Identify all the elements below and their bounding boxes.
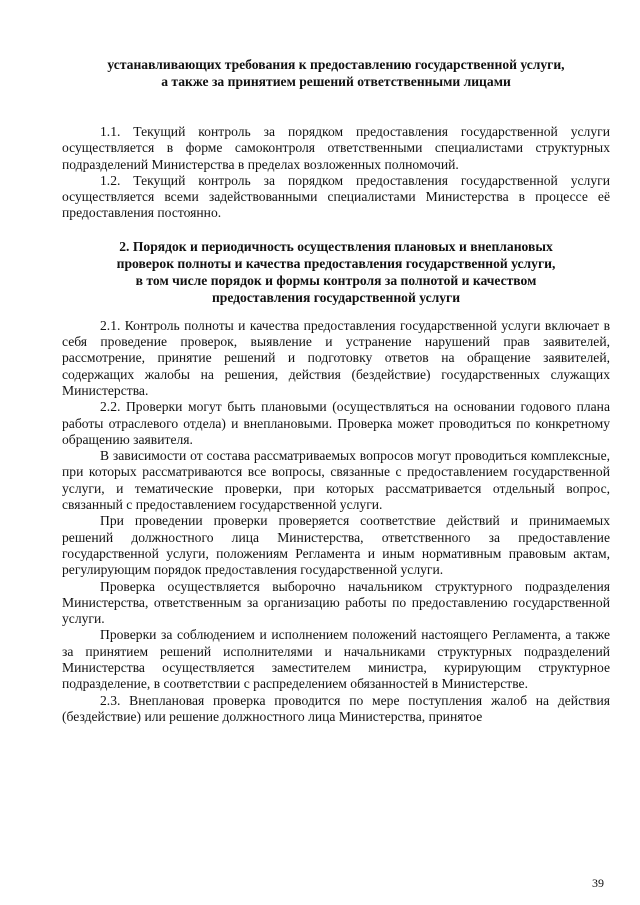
paragraph: Проверки за соблюдением и исполнением положений настоящего Регламента, а также за принятием решений исполнителями и начальниками структурных подразделений Министерства осуществляется заместителем министра, курирующим структурное подразделение, в соответствии с распределением обязанностей в Министерстве. <box>62 627 610 692</box>
section-heading-2 <box>62 238 610 306</box>
page-content <box>62 56 610 725</box>
heading-line: проверок полноты и качества предоставления государственной услуги, <box>116 255 556 271</box>
heading-line: в том числе порядок и формы контроля за полнотой и качеством <box>135 272 537 288</box>
page-number: 39 <box>592 876 604 890</box>
paragraph: 2.2. Проверки могут быть плановыми (осуществляться на основании годового плана работы отраслевого отдела) и внеплановыми. Проверка может проводиться по конкретному обращению заявителя. <box>62 399 610 447</box>
heading-line: а также за принятием решений ответственными лицами <box>161 74 511 89</box>
paragraph: 1.2. Текущий контроль за порядком предоставления государственной услуги осуществляется всеми задействованными специалистами Министерства в процессе её предоставления постоянно. <box>62 172 610 221</box>
paragraph: 2.1. Контроль полноты и качества предоставления государственной услуги включает в себя проведение проверок, выявление и устранение нарушений прав заявителей, рассмотрение, принятие решений и подготовку ответов на обращение заявителей, содержащих жалобы на решения, действия (бездействие) государственных служащих Министерства. <box>62 317 610 398</box>
paragraph: 1.1. Текущий контроль за порядком предоставления государственной услуги осуществляется в форме самоконтроля ответственными специалистами структурных подразделений Министерства в пределах возложенных полномочий. <box>62 124 610 172</box>
heading-line: предоставления государственной услуги <box>211 289 461 305</box>
paragraph: Проверка осуществляется выборочно начальником структурного подразделения Министерства, ответственным за организацию работы по предоставлению государственной услуги. <box>62 578 610 627</box>
heading-line: устанавливающих требования к предоставлению государственной услуги, <box>107 57 565 72</box>
paragraph: При проведении проверки проверяется соответствие действий и принимаемых решений должностного лица Министерства, ответственного за предоставление государственной услуги, положениям Регламента и иным нормативным правовым актам, регулирующим порядок предоставления государственной услуги. <box>62 513 610 578</box>
paragraph: 2.3. Внеплановая проверка проводится по мере поступления жалоб на действия (бездействие) или решение должностного лица Министерства, принятое <box>62 692 610 724</box>
heading-line: 2. Порядок и периодичность осуществления плановых и внеплановых <box>119 238 553 254</box>
section-heading-1 <box>62 56 610 90</box>
paragraph: В зависимости от состава рассматриваемых вопросов могут проводиться комплексные, при которых рассматриваются все вопросы, связанные с предоставлением государственной услуги, и тематические проверки, при которых рассматривается отдельный вопрос, связанный с предоставлением государственной услуги. <box>62 448 610 513</box>
